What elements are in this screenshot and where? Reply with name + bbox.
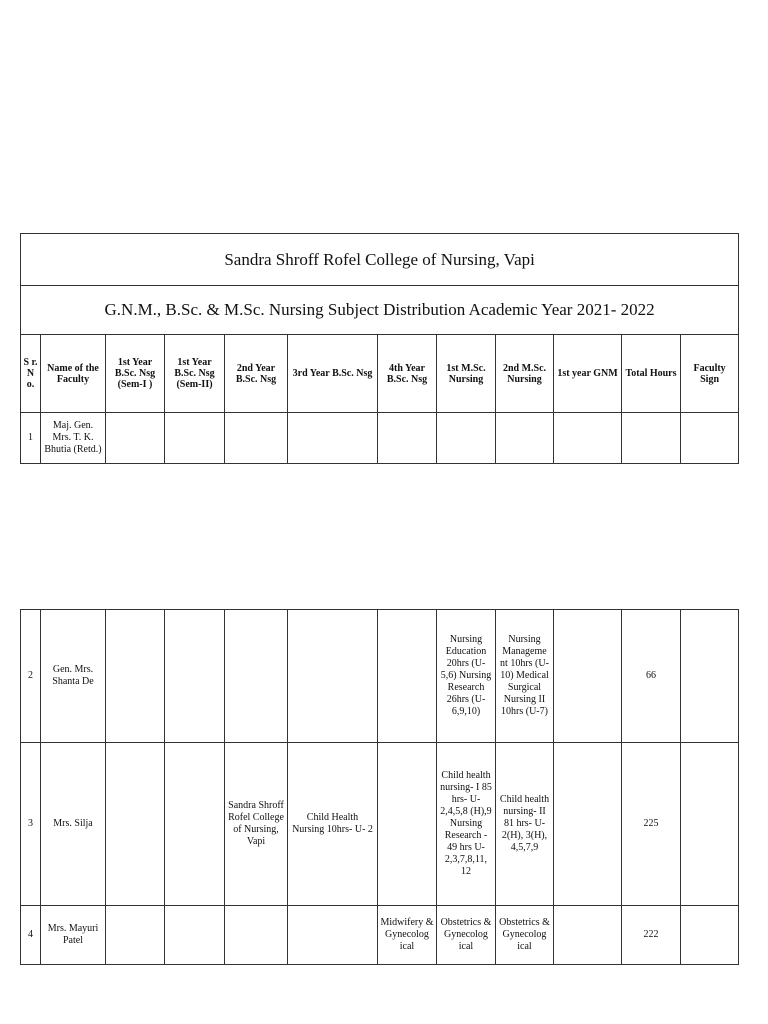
header-1st-year-sem2: 1st Year B.Sc. Nsg (Sem-II) [165, 335, 225, 413]
cell-2nd-msc: Obstetrics & Gynecolog ical [496, 906, 554, 965]
header-total-hours: Total Hours [622, 335, 681, 413]
header-1st-year-gnm: 1st year GNM [554, 335, 622, 413]
cell-faculty-name: Maj. Gen. Mrs. T. K. Bhutia (Retd.) [41, 413, 106, 464]
cell-faculty-name: Mrs. Mayuri Patel [41, 906, 106, 965]
cell-1st-year-gnm [554, 743, 622, 906]
cell-4th-year [378, 743, 437, 906]
table-row [21, 743, 739, 906]
college-title: Sandra Shroff Rofel College of Nursing, Vapi [21, 234, 739, 286]
header-3rd-year: 3rd Year B.Sc. Nsg [288, 335, 378, 413]
cell-4th-year [378, 413, 437, 464]
table-row [21, 413, 739, 464]
document-subtitle: G.N.M., B.Sc. & M.Sc. Nursing Subject Distribution Academic Year 2021- 2022 [21, 286, 739, 335]
cell-3rd-year [288, 906, 378, 965]
cell-2nd-msc: Nursing Manageme nt 10hrs (U-10) Medical Surgical Nursing II 10hrs (U-7) [496, 610, 554, 743]
cell-3rd-year: Child Health Nursing 10hrs- U- 2 [288, 743, 378, 906]
table-row [21, 610, 739, 743]
cell-2nd-msc: Child health nursing- II 81 hrs- U-2(H), 3(H), 4,5,7,9 [496, 743, 554, 906]
cell-1st-msc: Obstetrics & Gynecolog ical [437, 906, 496, 965]
cell-1st-year-sem1 [106, 610, 165, 743]
header-row [21, 335, 739, 413]
cell-1st-msc [437, 413, 496, 464]
table-row [21, 906, 739, 965]
header-4th-year: 4th Year B.Sc. Nsg [378, 335, 437, 413]
cell-1st-msc: Nursing Education 20hrs (U-5,6) Nursing Research 26hrs (U-6,9,10) [437, 610, 496, 743]
cell-faculty-name: Mrs. Silja [41, 743, 106, 906]
header-1st-msc: 1st M.Sc. Nursing [437, 335, 496, 413]
distribution-table-continued [20, 609, 739, 965]
cell-1st-year-sem2 [165, 743, 225, 906]
cell-1st-year-gnm [554, 413, 622, 464]
cell-total-hours [622, 413, 681, 464]
cell-faculty-name: Gen. Mrs. Shanta De [41, 610, 106, 743]
cell-3rd-year [288, 610, 378, 743]
cell-faculty-sign [681, 610, 739, 743]
cell-2nd-year: Sandra Shroff Rofel College of Nursing, Vapi [225, 743, 288, 906]
cell-srno: 2 [21, 610, 41, 743]
header-2nd-year: 2nd Year B.Sc. Nsg [225, 335, 288, 413]
cell-1st-year-sem2 [165, 906, 225, 965]
cell-1st-year-sem1 [106, 413, 165, 464]
cell-1st-year-sem2 [165, 413, 225, 464]
cell-1st-year-gnm [554, 906, 622, 965]
cell-total-hours: 222 [622, 906, 681, 965]
cell-2nd-year [225, 413, 288, 464]
cell-3rd-year [288, 413, 378, 464]
cell-1st-year-sem2 [165, 610, 225, 743]
cell-2nd-year [225, 906, 288, 965]
cell-4th-year [378, 610, 437, 743]
header-2nd-msc: 2nd M.Sc. Nursing [496, 335, 554, 413]
cell-total-hours: 225 [622, 743, 681, 906]
distribution-table-top [20, 233, 739, 464]
cell-1st-msc: Child health nursing- I 85 hrs- U-2,4,5,8 (H),9 Nursing Research - 49 hrs U-2,3,7,8,11, 12 [437, 743, 496, 906]
cell-total-hours: 66 [622, 610, 681, 743]
cell-4th-year: Midwifery & Gynecolog ical [378, 906, 437, 965]
header-faculty-sign: Faculty Sign [681, 335, 739, 413]
cell-srno: 4 [21, 906, 41, 965]
cell-srno: 1 [21, 413, 41, 464]
header-srno: S r. N o. [21, 335, 41, 413]
cell-faculty-sign [681, 906, 739, 965]
cell-2nd-msc [496, 413, 554, 464]
cell-1st-year-sem1 [106, 743, 165, 906]
cell-1st-year-gnm [554, 610, 622, 743]
cell-faculty-sign [681, 743, 739, 906]
header-faculty-name: Name of the Faculty [41, 335, 106, 413]
header-1st-year-sem1: 1st Year B.Sc. Nsg (Sem-I ) [106, 335, 165, 413]
cell-1st-year-sem1 [106, 906, 165, 965]
cell-2nd-year [225, 610, 288, 743]
cell-faculty-sign [681, 413, 739, 464]
cell-srno: 3 [21, 743, 41, 906]
